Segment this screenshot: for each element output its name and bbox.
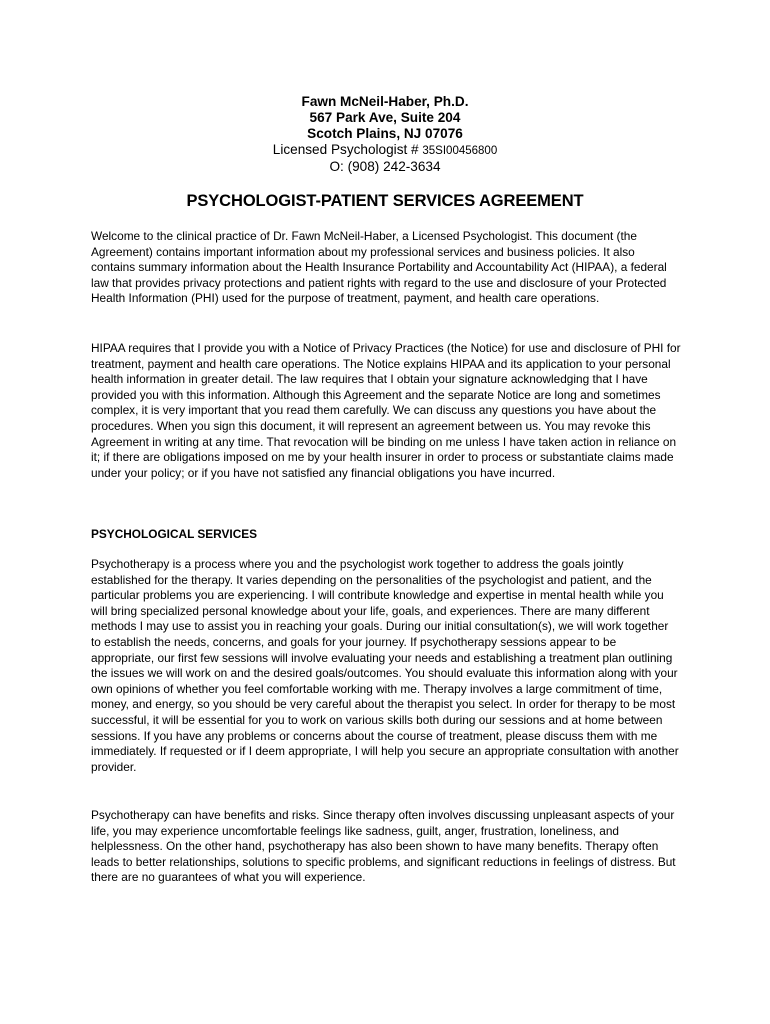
provider-name: Fawn McNeil-Haber, Ph.D. — [301, 94, 469, 109]
paragraph-text: Psychotherapy can have benefits and risks. Since therapy often involves discussing unpleasant aspects of your life, you may experience uncomfortable feelings like sadness, guilt, anger, frustration, loneliness, and helplessness. On the other hand, psychotherapy has also been shown to have many benefits. Therapy often leads to better relationships, solutions to specific problems, and significant reductions in feelings of distress. But there are no guarantees of what you will experience. — [91, 808, 676, 885]
license-line — [0, 142, 770, 159]
paragraph-text: Welcome to the clinical practice of Dr. Fawn McNeil-Haber, a Licensed Psychologist. This document (the Agreement) contains important information about my professional services and business policies. It also contains summary information about the Health Insurance Portability and Accountability Act (HIPAA), a federal law that provides privacy protections and patient rights with regard to the use and disclosure of your Protected Health Information (PHI) used for the purpose of treatment, payment, and health care operations. — [91, 229, 667, 306]
address-line-2: Scotch Plains, NJ 07076 — [307, 126, 463, 141]
paragraph-text: HIPAA requires that I provide you with a Notice of Privacy Practices (the Notice) for use and disclosure of PHI for treatment, payment and health care operations. The Notice explains HIPAA and its application to your personal health information in greater detail. The law requires that I obtain your signature acknowledging that I have provided you with this information. Although this Agreement and the separate Notice are long and sometimes complex, it is very important that you read them carefully. We can discuss any questions you have about the procedures. When you sign this document, it will represent an agreement between us. You may revoke this Agreement in writing at any time. That revocation will be binding on me unless I have taken action in reliance on it; if there are obligations imposed on me by your health insurer in order to process or substantiate claims made under your policy; or if you have not satisfied any financial obligations you have incurred. — [91, 341, 681, 480]
benefits-risks-paragraph — [91, 808, 681, 886]
hipaa-paragraph — [91, 341, 681, 481]
office-phone: O: (908) 242-3634 — [329, 159, 441, 174]
document-title: PSYCHOLOGIST-PATIENT SERVICES AGREEMENT — [186, 192, 584, 210]
paragraph-text: Psychotherapy is a process where you and the psychologist work together to address the goals jointly established for the therapy. It varies depending on the personalities of the psychologist and patient, and the particular problems you are experiencing. I will contribute knowledge and expertise in mental health while you will bring specialized personal knowledge about your life, goals, and experiences. There are many different methods I may use to assist you in reaching your goals. During our initial consultation(s), we will work together to establish the needs, concerns, and goals for your journey. If psychotherapy sessions appear to be appropriate, our first few sessions will involve evaluating your needs and establishing a treatment plan outlining the issues we will work on and the desired goals/outcomes. You should evaluate this information along with your own opinions of whether you feel comfortable working with me. Therapy involves a large commitment of time, money, and energy, so you should be very careful about the therapist you select. In order for therapy to be most successful, it will be essential for you to work on various skills both during our sessions and at home between sessions. If you have any problems or concerns about the course of treatment, please discuss them with me immediately. If requested or if I deem appropriate, I will help you secure an appropriate consultation with another provider. — [91, 557, 679, 774]
section-heading: PSYCHOLOGICAL SERVICES — [91, 527, 258, 541]
letterhead — [0, 94, 770, 175]
license-label: Licensed Psychologist # — [272, 142, 423, 157]
intro-paragraph — [91, 229, 681, 307]
address-line-1: 567 Park Ave, Suite 204 — [309, 110, 461, 125]
services-paragraph — [91, 557, 681, 775]
license-number: 35SI00456800 — [422, 145, 498, 157]
